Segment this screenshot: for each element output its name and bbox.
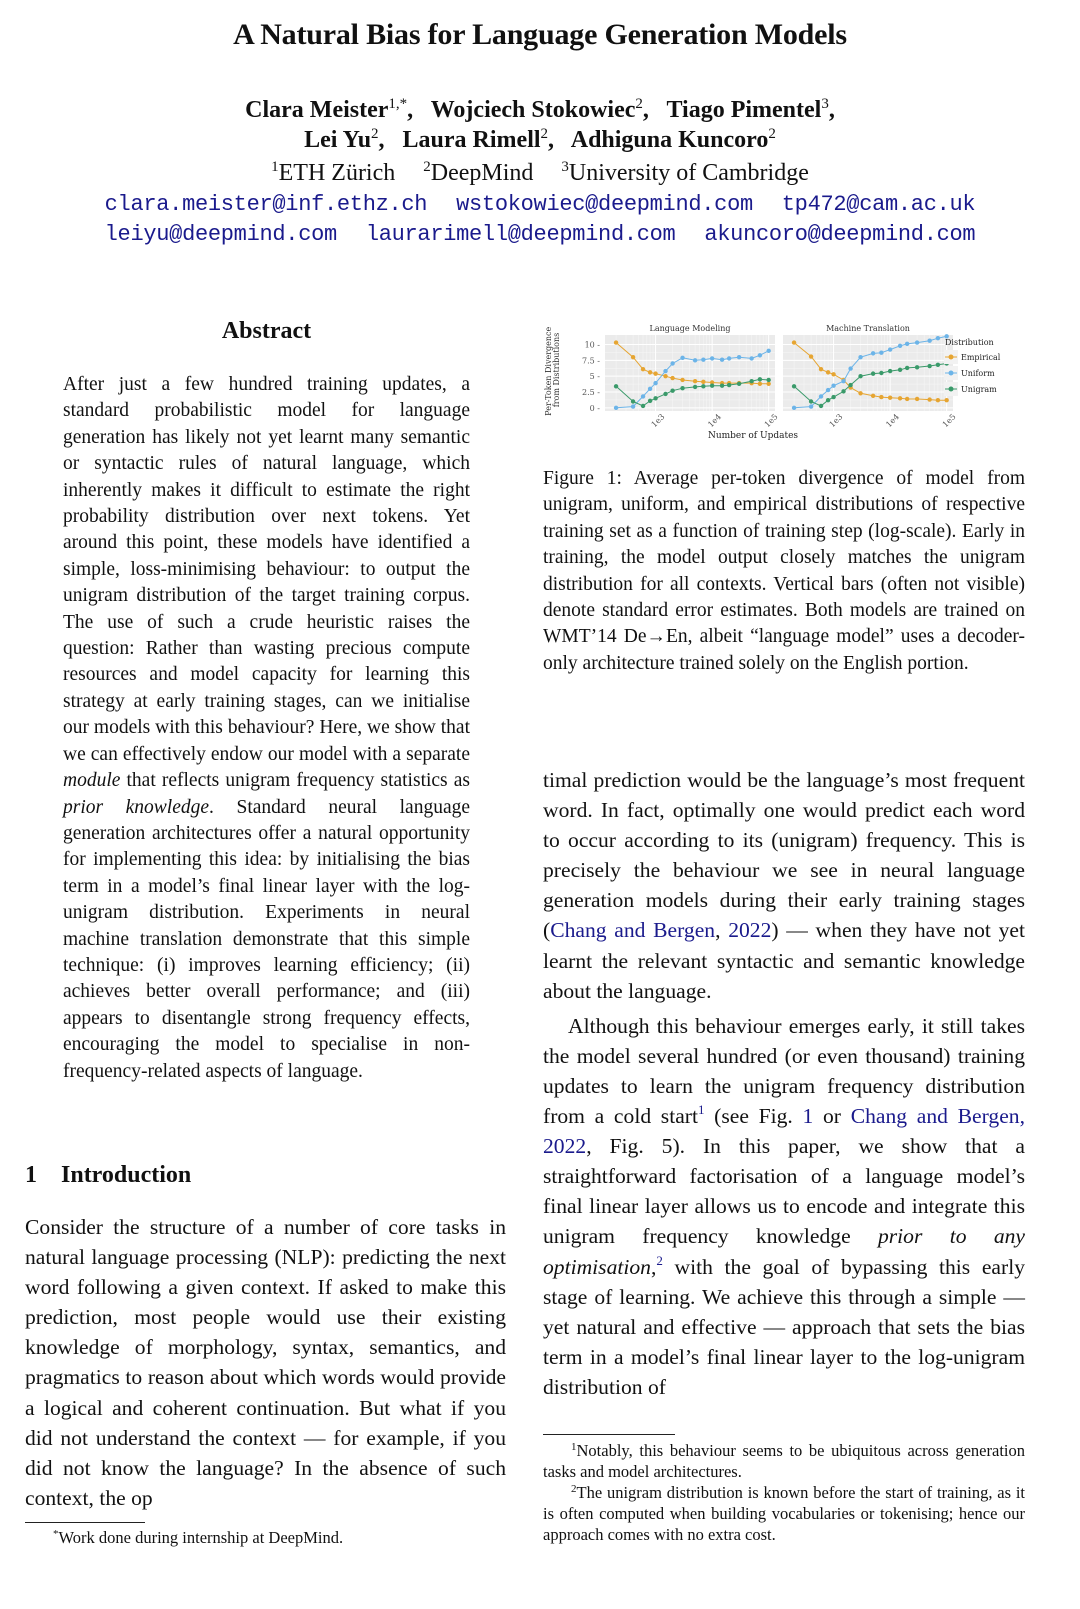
abstract-emphasis: prior knowledge bbox=[63, 796, 210, 818]
panel-title: Machine Translation bbox=[826, 324, 910, 333]
section-number: 1 bbox=[25, 1162, 37, 1188]
text: Although this behaviour emerges early, it still takes the model several hundred (or even thousand) training updates to learn the unigram frequency distribution from a cold start bbox=[543, 1013, 1025, 1129]
affiliation-name: DeepMind bbox=[430, 160, 534, 186]
x-tick-label: 1e5 bbox=[762, 412, 780, 430]
author-name: Tiago Pimentel bbox=[666, 97, 822, 123]
paragraph bbox=[543, 765, 1025, 1006]
text: (see Fig. bbox=[704, 1104, 803, 1129]
abstract-heading: Abstract bbox=[221, 318, 312, 344]
abstract-text: that reflects unigram frequency statistics as bbox=[120, 770, 470, 792]
legend-label: Uniform bbox=[961, 369, 995, 378]
affiliation-mark: 1 bbox=[271, 159, 279, 175]
footnote-mark: * bbox=[53, 1528, 59, 1540]
x-axis-label: Number of Updates bbox=[707, 431, 799, 441]
x-tick-label: 1e3 bbox=[649, 412, 667, 430]
author-name: Wojciech Stokowiec bbox=[430, 97, 636, 123]
email-link[interactable]: laurarimell@deepmind.com bbox=[365, 222, 676, 247]
author-marks: 2 bbox=[768, 126, 776, 142]
email-link[interactable]: wstokowiec@deepmind.com bbox=[456, 192, 753, 217]
section-heading-introduction bbox=[25, 1162, 191, 1189]
email-link[interactable]: clara.meister@inf.ethz.ch bbox=[104, 192, 428, 217]
author-name: Laura Rimell bbox=[402, 127, 541, 153]
line-chart bbox=[543, 310, 1025, 450]
paragraph bbox=[543, 1011, 1025, 1402]
footnote-ref-link[interactable]: 1 bbox=[697, 1102, 705, 1118]
author-marks: 3 bbox=[821, 96, 829, 112]
citation-year: 2022 bbox=[728, 918, 772, 943]
email-line-1 bbox=[0, 190, 1080, 220]
legend-marker-empirical bbox=[949, 355, 954, 360]
footnote-mark: 2 bbox=[571, 1483, 577, 1495]
figure-1-chart bbox=[543, 310, 1025, 450]
abstract-emphasis: module bbox=[63, 770, 121, 792]
x-tick-label: 1e4 bbox=[706, 412, 724, 430]
text: , bbox=[650, 1254, 657, 1279]
y-tick-label: 0 - bbox=[589, 403, 600, 413]
affiliation-name: University of Cambridge bbox=[568, 160, 809, 186]
affiliation-mark: 2 bbox=[423, 159, 431, 175]
author-marks: 1,* bbox=[388, 96, 408, 112]
x-tick-label: 1e4 bbox=[884, 412, 902, 430]
abstract-text: . Standard neural language generation architectures offer a natural opportunity for implementing this idea: by initialising the bias term in a model’s final linear layer with the log-unigram distribution. Experiments in neural machine translation demonstrate that this simple technique: (i) improves learning efficiency; (ii) achieves better overall performance; and (iii) appears to disentangle strong frequency effects, encouraging the model to specialise in non-frequency-related aspects of language. bbox=[63, 796, 471, 1082]
x-tick-label: 1e5 bbox=[940, 412, 958, 430]
text: ) — when they have not yet learnt the relevant syntactic and semantic knowledge about the language. bbox=[543, 918, 1025, 1003]
text: timal prediction would be the language’s most frequent word. In fact, optimally one would predict each word to occur according to its (unigram) frequency. This is precisely the behaviour we see in neural language generation models during their early training stages ( bbox=[543, 768, 1025, 943]
citation-link[interactable]: Chang and Bergen, 2022 bbox=[543, 1104, 1025, 1159]
y-tick-label: 2.5 - bbox=[582, 388, 600, 397]
affiliation-mark: 3 bbox=[561, 159, 569, 175]
legend-label: Unigram bbox=[961, 385, 997, 394]
author-marks: 2 bbox=[371, 126, 379, 142]
legend-title: Distribution bbox=[945, 338, 994, 347]
affiliation bbox=[423, 160, 533, 186]
citation-authors: Chang and Bergen bbox=[550, 918, 716, 943]
affiliation bbox=[271, 160, 395, 186]
footnote-divider bbox=[25, 1522, 145, 1523]
text: with the goal of bypassing this early stage of learning. We achieve this through a simple — yet natural and effective — approach that sets the bias term in a model’s final linear layer to the log-unigram distribution of bbox=[543, 1254, 1025, 1399]
footnote-text: Work done during internship at DeepMind. bbox=[58, 1528, 344, 1547]
chart-legend bbox=[944, 338, 1001, 396]
author-line-2: Lei Yu$^2$, Laura Rimell$^2$, Adhiguna Kuncoro$^2$ bbox=[304, 126, 776, 153]
section-title: Introduction bbox=[61, 1162, 192, 1188]
emphasis: prior to any optimisation bbox=[543, 1224, 1025, 1279]
author-list bbox=[0, 95, 1080, 155]
legend-marker-uniform bbox=[949, 371, 954, 376]
y-axis-label: Per-Token Divergence from Distributions bbox=[544, 326, 561, 416]
y-tick-label: 7.5 - bbox=[582, 356, 600, 366]
x-tick-label: 1e3 bbox=[827, 412, 845, 430]
panel-title: Language Modeling bbox=[649, 324, 731, 333]
figure-ref-link[interactable]: 1 bbox=[802, 1104, 814, 1129]
footnote-ref-link[interactable]: 2 bbox=[656, 1252, 663, 1268]
introduction-text-right bbox=[543, 765, 1025, 1402]
y-tick-label: 10 - bbox=[584, 340, 600, 350]
introduction-text-left: Consider the structure of a number of core tasks in natural language processing (NLP): predicting the next word following a given context. If asked to make this prediction, most people would use their existing knowledge of morphology, syntax, semantics, and pragmatics to reason about which words would provide a logical and coherent continuation. But what if you did not understand the context — for example, if you did not know the language? In the absence of such context, the op bbox=[25, 1215, 506, 1510]
email-link[interactable]: leiyu@deepmind.com bbox=[104, 222, 337, 247]
email-line-2 bbox=[0, 220, 1080, 250]
author-name: Clara Meister bbox=[245, 97, 389, 123]
footnote-text: Notably, this behaviour seems to be ubiquitous across generation tasks and model architectures. bbox=[543, 1441, 1025, 1481]
author-name: Lei Yu bbox=[304, 127, 372, 153]
affiliations bbox=[0, 158, 1080, 188]
y-tick-label: 5 - bbox=[589, 372, 600, 382]
footnote-star bbox=[25, 1528, 506, 1548]
author-marks: 2 bbox=[635, 96, 643, 112]
footnotes-right bbox=[543, 1440, 1025, 1545]
footnote-2 bbox=[543, 1482, 1025, 1545]
figure-caption: Figure 1: Average per-token divergence of model from unigram, uniform, and empirical distributions of respective training set as a function of training step (log-scale). Early in training, the model output closely matches the unigram distribution for all contexts. Vertical bars (often not visible) denote standard error estimates. Both models are trained on WMT’14 De→En, albeit “language model” uses a decoder-only architecture trained solely on the English portion. bbox=[543, 468, 1025, 674]
email-list bbox=[0, 190, 1080, 250]
footnote-text: The unigram distribution is known before the start of training, as it is often computed when building vocabularies or tokenising; hence our approach comes with no extra cost. bbox=[543, 1483, 1025, 1544]
author-line-1: Clara Meister$^{1,*}$, Wojciech Stokowiec$^2$, Tiago Pimentel$^3$, bbox=[245, 96, 835, 123]
paper-title: A Natural Bias for Language Generation Models bbox=[233, 18, 847, 51]
abstract-body bbox=[63, 372, 470, 1085]
text: or bbox=[813, 1104, 851, 1129]
affiliation bbox=[561, 160, 808, 186]
legend-label: Empirical bbox=[961, 353, 1001, 362]
author-name: Adhiguna Kuncoro bbox=[570, 127, 769, 153]
text: , Fig. 5). In this paper, we show that a straightforward factorisation of a language model’s final linear layer allows us to encode and integrate this unigram frequency knowledge bbox=[543, 1134, 1025, 1249]
author-marks: 2 bbox=[540, 126, 549, 142]
email-link[interactable]: akuncoro@deepmind.com bbox=[704, 222, 976, 247]
footnote-1 bbox=[543, 1440, 1025, 1482]
abstract-text: After just a few hundred training updates, a standard probabilistic model for language generation has likely not yet learnt many semantic or syntactic rules of natural language, which inherently makes it difficult to estimate the right probability distribution over next tokens. Yet around this point, these models have identified a simple, loss-minimising behaviour: to output the unigram distribution of the target training corpus. The use of such a crude heuristic raises the question: Rather than wasting precious compute resources and model capacity for learning this strategy at early training stages, can we initialise our models with this behaviour? Here, we show that we can effectively endow our model with a separate bbox=[63, 374, 470, 765]
email-link[interactable]: tp472@cam.ac.uk bbox=[781, 192, 976, 217]
footnote-divider bbox=[543, 1434, 675, 1435]
citation-link[interactable]: Chang and Bergen, 2022 bbox=[550, 918, 772, 943]
footnote-mark: 1 bbox=[571, 1441, 577, 1453]
affiliation-name: ETH Zürich bbox=[278, 160, 396, 186]
legend-marker-unigram bbox=[949, 387, 954, 392]
